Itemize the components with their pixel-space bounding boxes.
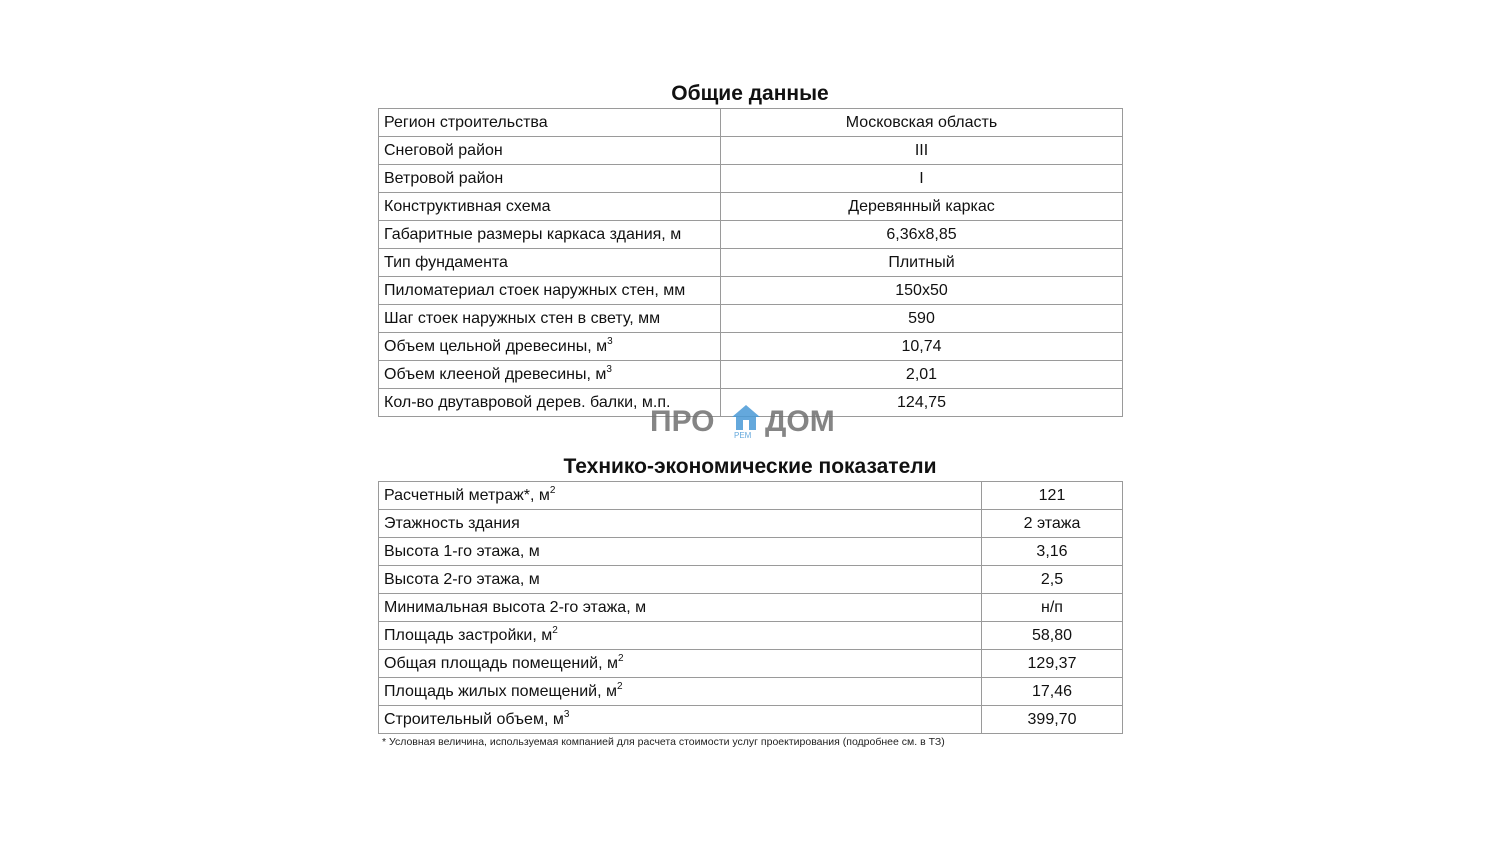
- general-data-table: [378, 108, 1123, 417]
- row-value: 150х50: [721, 277, 1123, 305]
- unit-exponent: 2: [616, 681, 623, 692]
- table-row: [379, 594, 1123, 622]
- table-row: [379, 165, 1123, 193]
- row-value: 2,01: [721, 361, 1123, 389]
- row-label-text: Кол-во двутавровой дерев. балки, м.п.: [384, 394, 671, 411]
- row-value: Плитный: [721, 249, 1123, 277]
- row-label: [379, 361, 721, 389]
- indicators-table: [378, 481, 1123, 734]
- row-label-text: Габаритные размеры каркаса здания, м: [384, 226, 682, 243]
- table-row: [379, 109, 1123, 137]
- row-label-text: Площадь застройки, м: [384, 627, 553, 644]
- row-label-text: Высота 1-го этажа, м: [384, 543, 540, 560]
- row-label: [379, 333, 721, 361]
- unit-exponent: 2: [549, 485, 556, 496]
- unit-exponent: 3: [563, 709, 570, 720]
- row-value: 590: [721, 305, 1123, 333]
- row-label: [379, 482, 982, 510]
- unit-exponent: 2: [552, 625, 558, 636]
- row-label: [379, 538, 982, 566]
- row-value: 2,5: [982, 566, 1123, 594]
- table-row: [379, 137, 1123, 165]
- row-label-text: Объем цельной древесины, м: [384, 338, 608, 355]
- row-label-text: Расчетный метраж*, м: [384, 487, 550, 504]
- indicators-title: Технико-экономические показатели: [563, 455, 937, 478]
- row-label: [379, 510, 982, 538]
- logo-text-right: ДОМ: [765, 405, 835, 438]
- table-row: [379, 249, 1123, 277]
- row-label-text: Тип фундамента: [384, 254, 508, 271]
- row-label-text: Общая площадь помещений, м: [384, 655, 618, 672]
- row-label: [379, 221, 721, 249]
- row-label: [379, 165, 721, 193]
- row-label-text: Конструктивная схема: [384, 198, 551, 215]
- row-label-text: Пиломатериал стоек наружных стен, мм: [384, 282, 686, 299]
- footnote: * Условная величина, используемая компанией для расчета стоимости услуг проектирования (подробнее см. в ТЗ): [382, 736, 945, 748]
- row-value: 2 этажа: [982, 510, 1123, 538]
- table-row: [379, 361, 1123, 389]
- row-label-text: Площадь жилых помещений, м: [384, 683, 617, 700]
- row-value: 3,16: [982, 538, 1123, 566]
- row-label: [379, 566, 982, 594]
- row-label-text: Высота 2-го этажа, м: [384, 571, 540, 588]
- table-row: [379, 333, 1123, 361]
- table-row: [379, 706, 1123, 734]
- table-row: [379, 510, 1123, 538]
- row-value: 129,37: [982, 650, 1123, 678]
- row-label: [379, 249, 721, 277]
- unit-exponent: 3: [607, 336, 613, 347]
- unit-exponent: 3: [606, 364, 612, 375]
- row-label-text: Строительный объем, м: [384, 711, 564, 728]
- row-label: [379, 137, 721, 165]
- row-label: [379, 706, 982, 734]
- row-label: [379, 650, 982, 678]
- row-value: I: [721, 165, 1123, 193]
- unit-exponent: 2: [617, 653, 624, 664]
- row-label-text: Снеговой район: [384, 142, 503, 159]
- row-value: Деревянный каркас: [721, 193, 1123, 221]
- row-label: [379, 305, 721, 333]
- row-value: 10,74: [721, 333, 1123, 361]
- row-value: 399,70: [982, 706, 1123, 734]
- row-label-text: Этажность здания: [384, 515, 520, 532]
- table-row: [379, 622, 1123, 650]
- row-value: 17,46: [982, 678, 1123, 706]
- row-label-text: Объем клееной древесины, м: [384, 366, 607, 383]
- row-value: 6,36х8,85: [721, 221, 1123, 249]
- table-row: [379, 305, 1123, 333]
- row-value: 58,80: [982, 622, 1123, 650]
- row-label: [379, 193, 721, 221]
- row-value: III: [721, 137, 1123, 165]
- row-label-text: Шаг стоек наружных стен в свету, мм: [384, 310, 661, 327]
- row-label: [379, 277, 721, 305]
- row-value: н/п: [982, 594, 1123, 622]
- row-label: [379, 594, 982, 622]
- row-value: 121: [982, 482, 1123, 510]
- row-label: [379, 678, 982, 706]
- table-row: [379, 193, 1123, 221]
- row-value: 124,75: [721, 389, 1123, 417]
- table-row: [379, 277, 1123, 305]
- table-row: [379, 650, 1123, 678]
- table-row: [379, 678, 1123, 706]
- row-label-text: Регион строительства: [384, 114, 548, 131]
- row-label-text: Минимальная высота 2-го этажа, м: [384, 599, 647, 616]
- table-row: [379, 221, 1123, 249]
- logo: [650, 403, 850, 443]
- row-label: [379, 109, 721, 137]
- table-row: [379, 482, 1123, 510]
- row-label: [379, 622, 982, 650]
- row-label-text: Ветровой район: [384, 170, 504, 187]
- table-row: [379, 566, 1123, 594]
- row-value: Московская область: [721, 109, 1123, 137]
- general-data-title: Общие данные: [671, 82, 829, 105]
- logo-text-left: ПРО: [650, 405, 715, 438]
- table-row: [379, 538, 1123, 566]
- logo-subtext: РЕМ: [734, 431, 752, 440]
